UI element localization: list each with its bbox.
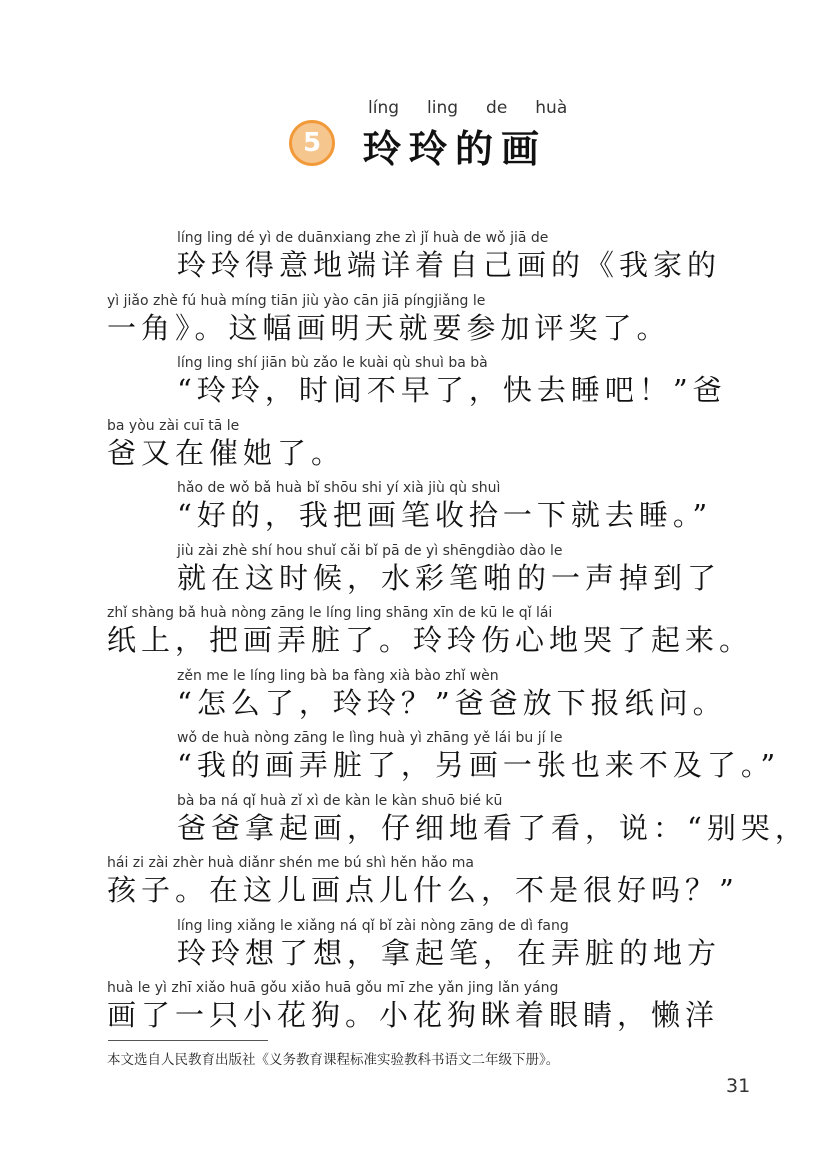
- hanzi-row: 画了一只小花狗。小花狗眯着眼睛，懒洋: [107, 998, 720, 1032]
- text-line: [107, 791, 809, 854]
- title-pinyin: [368, 98, 595, 118]
- pinyin-row: líng ling shí jiān bù zǎo le kuài qù shuì ba bà: [177, 355, 488, 371]
- pinyin-row: zěn me le líng ling bà ba fàng xià bào zhǐ wèn: [177, 667, 499, 684]
- hanzi-row: “好的，我把画笔收拾一下就去睡。”: [177, 498, 713, 532]
- hanzi-row: 爸又在催她了。: [107, 435, 346, 470]
- title-pinyin-syllable: ling: [427, 98, 459, 118]
- footnote-divider: [108, 1040, 268, 1041]
- pinyin-row: hái zi zài zhèr huà diǎnr shén me bú shì hěn hǎo ma: [107, 855, 475, 871]
- lesson-number-badge: 5: [289, 120, 335, 166]
- page-number: 31: [726, 1075, 751, 1097]
- title-pinyin-syllable: líng: [368, 98, 400, 118]
- title-pinyin-syllable: huà: [535, 98, 568, 118]
- hanzi-row: 孩子。在这儿画点儿什么，不是很好吗？”: [107, 873, 739, 907]
- hanzi-row: 纸上，把画弄脏了。玲玲伤心地哭了起来。: [107, 623, 754, 657]
- pinyin-row: líng ling dé yì de duānxiang zhe zì jǐ huà de wǒ jiā de: [177, 230, 549, 246]
- pinyin-row: jiù zài zhè shí hou shuǐ cǎi bǐ pā de yì shēngdiào dào le: [177, 542, 563, 559]
- hanzi-row: 一角》。这幅画明天就要参加评奖了。: [107, 310, 671, 345]
- hanzi-row: 玲玲得意地端详着自己画的《我家的: [177, 248, 722, 282]
- pinyin-row: líng ling xiǎng le xiǎng ná qǐ bǐ zài nòng zāng de dì fang: [177, 917, 569, 934]
- hanzi-row: “我的画弄脏了，另画一张也来不及了。”: [177, 748, 781, 782]
- lesson-body: [107, 228, 809, 1041]
- text-line: [107, 666, 747, 729]
- text-line: [107, 603, 754, 666]
- title-pinyin-syllable: de: [486, 98, 508, 118]
- pinyin-row: bà ba ná qǐ huà zǐ xì de kàn le kàn shuō bié kū: [177, 792, 503, 809]
- text-line: [107, 978, 747, 1041]
- text-line: [107, 541, 747, 604]
- lesson-title: 玲玲的画: [363, 126, 548, 171]
- text-line: [107, 353, 747, 416]
- text-line: [107, 916, 747, 979]
- text-line: [107, 416, 747, 479]
- text-line: [107, 478, 747, 541]
- text-line: [107, 853, 747, 916]
- source-footnote: 本文选自人民教育出版社《义务教育课程标准实验教科书语文二年级下册》。: [107, 1052, 560, 1068]
- text-line: [107, 728, 781, 791]
- pinyin-row: huà le yì zhī xiǎo huā gǒu xiǎo huā gǒu mī zhe yǎn jing lǎn yáng: [107, 980, 559, 996]
- hanzi-row: 就在这时候，水彩笔啪的一声掉到了: [177, 560, 722, 595]
- pinyin-row: hǎo de wǒ bǎ huà bǐ shōu shi yí xià jiù qù shuì: [177, 480, 501, 496]
- pinyin-row: yì jiǎo zhè fú huà míng tiān jiù yào cān jiā píngjiǎng le: [107, 292, 486, 309]
- hanzi-row: “怎么了，玲玲？”爸爸放下报纸问。: [177, 685, 727, 720]
- pinyin-row: wǒ de huà nòng zāng le lìng huà yì zhāng yě lái bu jí le: [177, 730, 563, 746]
- hanzi-row: 爸爸拿起画，仔细地看了看，说：“别哭，: [177, 810, 809, 845]
- pinyin-row: ba yòu zài cuī tā le: [107, 417, 240, 434]
- pinyin-row: zhǐ shàng bǎ huà nòng zāng le líng ling shāng xīn de kū le qǐ lái: [107, 605, 553, 621]
- text-line: [107, 228, 747, 291]
- hanzi-row: “玲玲，时间不早了，快去睡吧！”爸: [177, 373, 727, 407]
- text-line: [107, 291, 747, 354]
- hanzi-row: 玲玲想了想，拿起笔，在弄脏的地方: [177, 935, 722, 970]
